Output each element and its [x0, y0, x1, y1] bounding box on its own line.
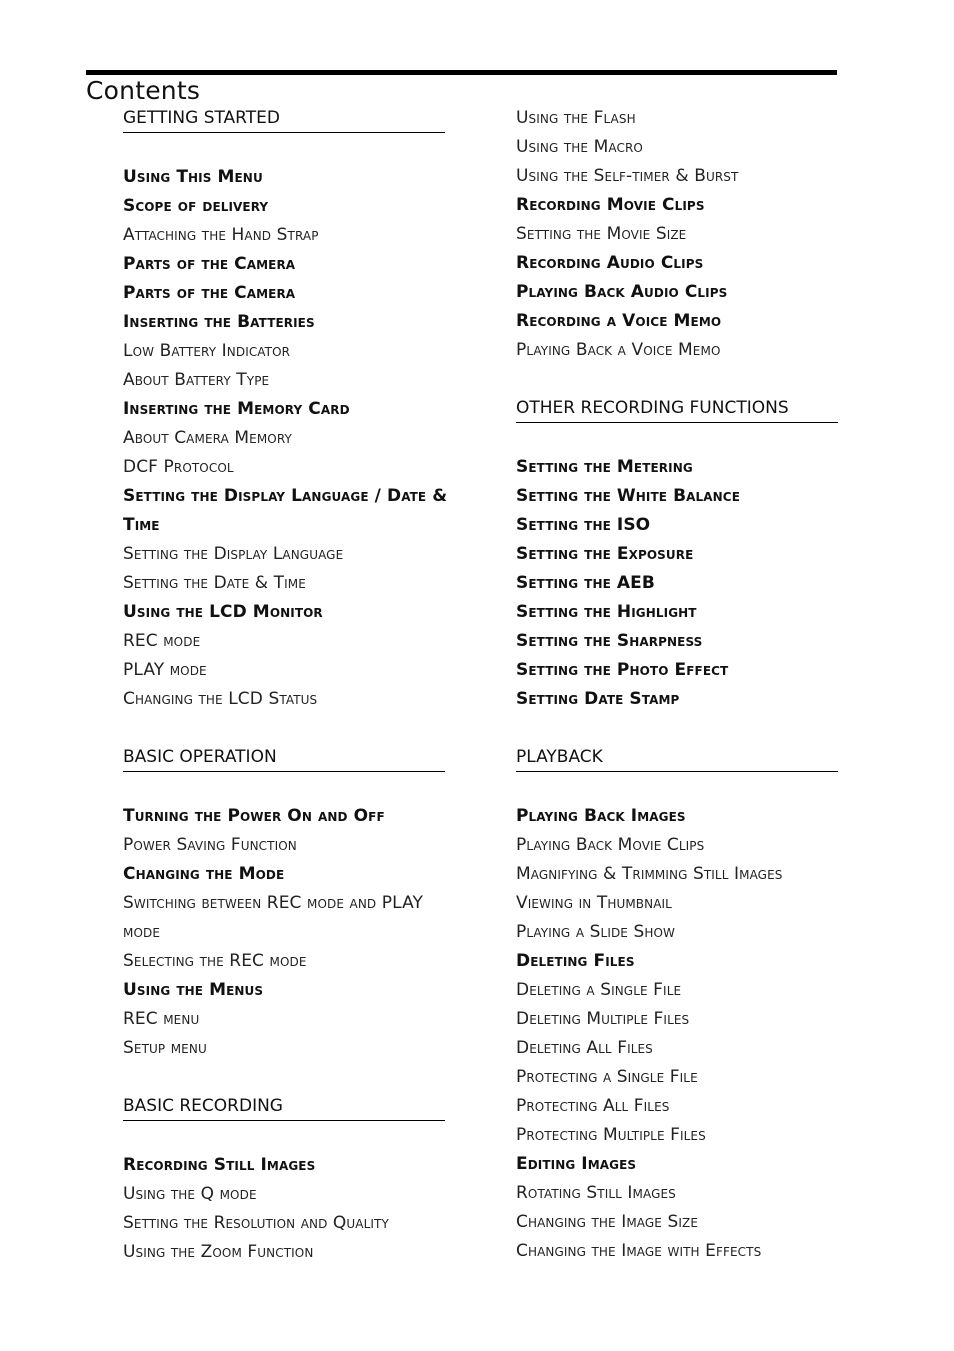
toc-entry[interactable]: Inserting the Batteries	[123, 312, 315, 332]
toc-subentry[interactable]: About Battery Type	[123, 370, 270, 390]
toc-subentry[interactable]: Attaching the Hand Strap	[123, 225, 319, 245]
toc-spacer	[516, 773, 838, 802]
toc-left-column	[123, 104, 448, 1267]
toc-entry[interactable]: Setting the Display Language / Date &	[123, 486, 448, 506]
toc-entry[interactable]: Inserting the Memory Card	[123, 399, 350, 419]
toc-entry[interactable]: Playing Back Audio Clips	[516, 282, 728, 302]
toc-subentry[interactable]: Using the Zoom Function	[123, 1242, 314, 1262]
toc-subentry[interactable]: Protecting a Single File	[516, 1067, 698, 1087]
toc-spacer	[516, 424, 838, 453]
toc-subentry[interactable]: Selecting the REC mode	[123, 951, 307, 971]
toc-entry[interactable]: Time	[123, 515, 160, 535]
toc-spacer	[516, 714, 838, 743]
toc-subentry[interactable]: Playing Back Movie Clips	[516, 835, 705, 855]
toc-entry[interactable]: Setting Date Stamp	[516, 689, 680, 709]
toc-entry[interactable]: Setting the AEB	[516, 573, 655, 593]
toc-spacer	[123, 1122, 445, 1151]
toc-spacer	[123, 134, 445, 163]
toc-entry[interactable]: Playing Back Images	[516, 806, 686, 826]
toc-subentry[interactable]: Setting the Resolution and Quality	[123, 1213, 389, 1233]
toc-subentry[interactable]: Switching between REC mode and PLAY	[123, 893, 423, 913]
toc-entry[interactable]: Setting the White Balance	[516, 486, 740, 506]
page-title: Contents	[86, 76, 201, 105]
toc-entry[interactable]: Setting the Highlight	[516, 602, 697, 622]
toc-entry[interactable]: Recording a Voice Memo	[516, 311, 722, 331]
toc-subentry[interactable]: mode	[123, 922, 161, 942]
toc-subentry[interactable]: Setting the Date & Time	[123, 573, 306, 593]
toc-entry[interactable]: Recording Movie Clips	[516, 195, 705, 215]
toc-subentry[interactable]: Magnifying & Trimming Still Images	[516, 864, 783, 884]
toc-right-column	[516, 104, 838, 1266]
toc-entry[interactable]: Recording Audio Clips	[516, 253, 704, 273]
toc-subentry[interactable]: Protecting Multiple Files	[516, 1125, 706, 1145]
header-rule	[86, 70, 837, 75]
toc-entry[interactable]: Setting the Sharpness	[516, 631, 703, 651]
toc-section-heading[interactable]: OTHER RECORDING FUNCTIONS	[516, 394, 838, 423]
toc-subentry[interactable]: Deleting a Single File	[516, 980, 682, 1000]
toc-entry[interactable]: Setting the Metering	[516, 457, 693, 477]
toc-subentry[interactable]: Changing the Image with Effects	[516, 1241, 762, 1261]
toc-entry[interactable]: Using This Menu	[123, 167, 263, 187]
toc-subentry[interactable]: Using the Macro	[516, 137, 643, 157]
toc-subentry[interactable]: Setting the Movie Size	[516, 224, 687, 244]
toc-subentry[interactable]: Viewing in Thumbnail	[516, 893, 672, 913]
toc-entry[interactable]: Scope of delivery	[123, 196, 269, 216]
toc-entry[interactable]: Using the LCD Monitor	[123, 602, 323, 622]
toc-entry[interactable]: Editing Images	[516, 1154, 637, 1174]
toc-entry[interactable]: Turning the Power On and Off	[123, 806, 385, 826]
toc-entry[interactable]: Parts of the Camera	[123, 283, 296, 303]
toc-subentry[interactable]: Deleting All Files	[516, 1038, 653, 1058]
toc-subentry[interactable]: Setting the Display Language	[123, 544, 344, 564]
toc-subentry[interactable]: DCF Protocol	[123, 457, 234, 477]
toc-section-heading[interactable]: BASIC OPERATION	[123, 743, 445, 772]
toc-entry[interactable]: Parts of the Camera	[123, 254, 296, 274]
toc-entry[interactable]: Setting the ISO	[516, 515, 651, 535]
toc-spacer	[516, 365, 838, 394]
toc-subentry[interactable]: REC mode	[123, 631, 201, 651]
toc-subentry[interactable]: REC menu	[123, 1009, 200, 1029]
toc-subentry[interactable]: Low Battery Indicator	[123, 341, 291, 361]
toc-spacer	[123, 773, 445, 802]
toc-subentry[interactable]: Playing a Slide Show	[516, 922, 676, 942]
toc-subentry[interactable]: About Camera Memory	[123, 428, 292, 448]
toc-entry[interactable]: Changing the Mode	[123, 864, 285, 884]
toc-subentry[interactable]: Changing the Image Size	[516, 1212, 699, 1232]
toc-subentry[interactable]: Power Saving Function	[123, 835, 297, 855]
toc-entry[interactable]: Using the Menus	[123, 980, 264, 1000]
toc-entry[interactable]: Deleting Files	[516, 951, 635, 971]
toc-entry[interactable]: Setting the Exposure	[516, 544, 694, 564]
toc-subentry[interactable]: Setup menu	[123, 1038, 207, 1058]
toc-subentry[interactable]: Changing the LCD Status	[123, 689, 318, 709]
toc-subentry[interactable]: Playing Back a Voice Memo	[516, 340, 721, 360]
toc-section-heading[interactable]: PLAYBACK	[516, 743, 838, 772]
toc-subentry[interactable]: Rotating Still Images	[516, 1183, 676, 1203]
toc-entry[interactable]: Setting the Photo Effect	[516, 660, 729, 680]
toc-subentry[interactable]: Using the Flash	[516, 108, 636, 128]
toc-section-heading[interactable]: GETTING STARTED	[123, 104, 445, 133]
toc-subentry[interactable]: Using the Q mode	[123, 1184, 257, 1204]
toc-entry[interactable]: Recording Still Images	[123, 1155, 316, 1175]
toc-subentry[interactable]: PLAY mode	[123, 660, 207, 680]
toc-subentry[interactable]: Protecting All Files	[516, 1096, 670, 1116]
toc-section-heading[interactable]: BASIC RECORDING	[123, 1092, 445, 1121]
toc-spacer	[123, 1063, 445, 1092]
toc-spacer	[123, 714, 445, 743]
toc-subentry[interactable]: Using the Self-timer & Burst	[516, 166, 739, 186]
toc-subentry[interactable]: Deleting Multiple Files	[516, 1009, 690, 1029]
